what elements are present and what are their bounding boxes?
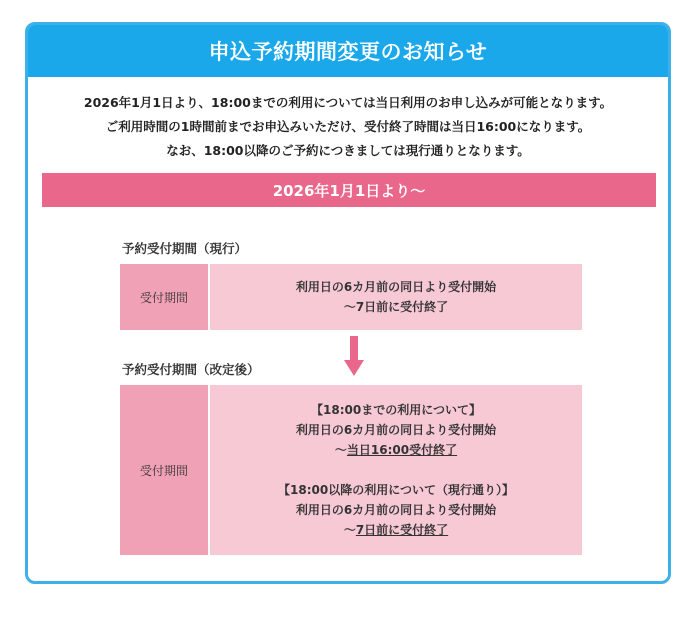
current-period-line-1: 利用日の6カ月前の同日より受付開始 — [295, 280, 497, 294]
notice-title: 申込予約期間変更のお知らせ — [28, 25, 668, 77]
revised-period-table — [120, 385, 582, 555]
revised-period-label: 予約受付期間（改定後） — [122, 362, 260, 377]
revised-block-2-line-2 — [344, 520, 448, 540]
arrow-down-icon — [344, 336, 364, 376]
revised-period-value — [210, 385, 582, 555]
current-period-label: 予約受付期間（現行） — [122, 241, 248, 256]
effective-date-banner: 2026年1月1日より〜 — [42, 173, 656, 207]
revised-period-key: 受付期間 — [120, 385, 210, 555]
current-period-line-2: 〜7日前に受付終了 — [343, 300, 449, 314]
intro-line-2: ご利用時間の1時間前までお申込みいただけ、受付終了時間は当日16:00になります。 — [105, 119, 591, 134]
notice-card — [25, 22, 671, 584]
intro-line-1: 2026年1月1日より、18:00までの利用については当日利用のお申し込みが可能となります。 — [83, 95, 613, 110]
revised-block-2-line-1: 利用日の6カ月前の同日より受付開始 — [295, 503, 497, 517]
revised-block-1-line-2 — [335, 440, 457, 460]
current-period-key: 受付期間 — [120, 264, 210, 330]
revised-block-1-line-1: 利用日の6カ月前の同日より受付開始 — [295, 423, 497, 437]
revised-block-2-heading: 【18:00以降の利用について（現行通り）】 — [278, 483, 514, 497]
revised-block-2-prefix: 〜 — [343, 523, 356, 537]
current-period-value — [210, 264, 582, 330]
intro-text — [28, 91, 668, 163]
revised-block-1-prefix: 〜 — [334, 443, 347, 457]
revised-block-1-emphasis: 当日16:00受付終了 — [346, 443, 458, 457]
current-period-table — [120, 264, 582, 330]
revised-block-1-heading: 【18:00までの利用について】 — [311, 403, 481, 417]
intro-line-3: なお、18:00以降のご予約につきましては現行通りとなります。 — [166, 143, 530, 158]
revised-block-2-emphasis: 7日前に受付終了 — [355, 523, 449, 537]
